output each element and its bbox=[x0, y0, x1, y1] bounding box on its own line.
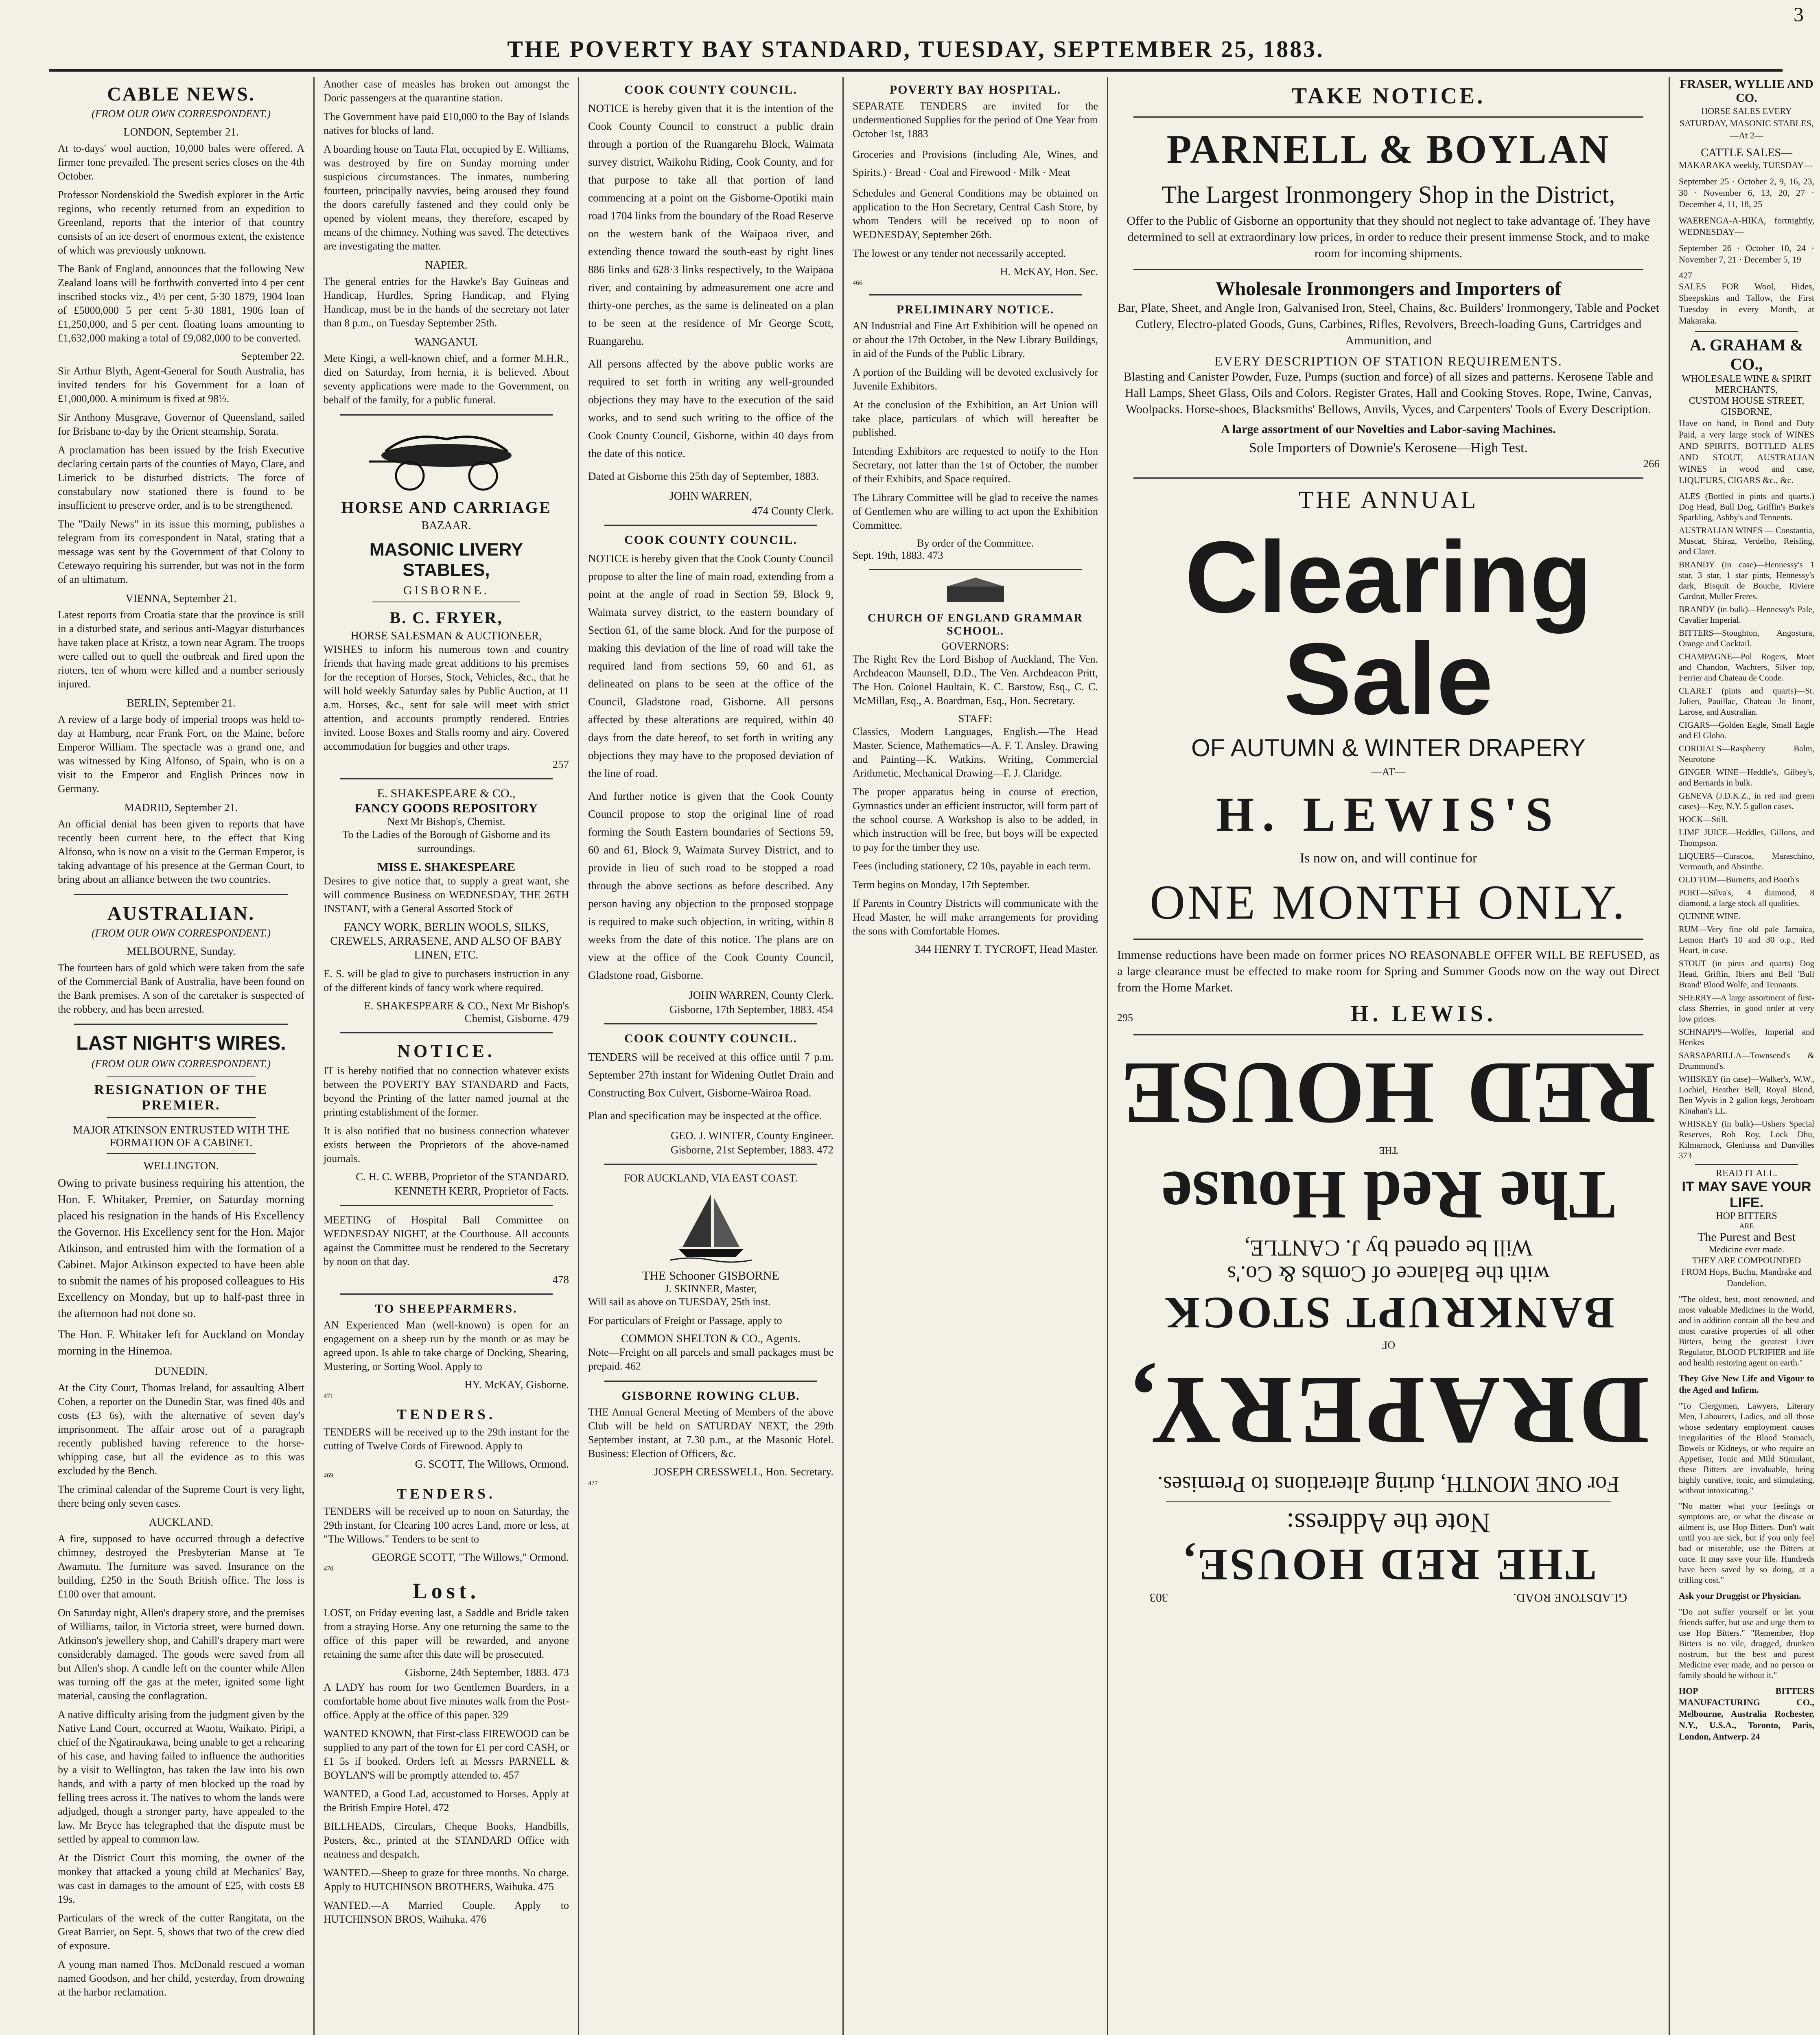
advertisement-text: Will sail as above on TUESDAY, 25th inst. bbox=[588, 1296, 771, 1308]
advertisement-text: "To Clergymen, Lawyers, Literary Men, Labourers, Ladies, and all those whose sedentary employment causes irregularities of the Blood Stomach, Bowels or Kidneys, or who require an Appetiser, Tonic and Mild Stimulant, these Bitters are invaluable, being highly curative, tonic, and stimulating, without intoxicating." bbox=[1679, 1401, 1814, 1495]
last-nights-wires-heading: LAST NIGHT'S WIRES. bbox=[76, 1033, 286, 1054]
wine-list-item: SCHNAPPS—Wolfes, Imperial and Henkes bbox=[1679, 1027, 1814, 1047]
signature: H. McKAY, Hon. Sec. bbox=[1000, 265, 1098, 278]
schooner-name: THE Schooner GISBORNE bbox=[642, 1269, 779, 1282]
atkinson-heading: MAJOR ATKINSON ENTRUSTED WITH THE FORMATION OF A CABINET. bbox=[73, 1124, 289, 1149]
advertisement-text: Immense reductions have been made on former prices NO REASONABLE OFFER WILL BE REFUSED, as a large clearance must be effected to make room for Spring and Summer Goods now on the way out Direct from the Home Market. bbox=[1117, 948, 1660, 994]
wholesale-heading: Wholesale Ironmongers and Importers of bbox=[1215, 278, 1562, 300]
autumn-winter-heading: OF AUTUMN & WINTER DRAPERY bbox=[1191, 734, 1586, 761]
article-paragraph: Sir Anthony Musgrave, Governor of Queensland, sailed for Brisbane to-day by the Orient steamship, Sorata. bbox=[58, 411, 304, 437]
cook-county-heading: COOK COUNTY COUNCIL. bbox=[624, 533, 797, 547]
notice-text: NOTICE is hereby given that it is the intention of the Cook County Council to construct a public drain through a portion of the Ruangarehu Block, Waimata survey district, Waikohu Riding, Cook County, and for that purpose to take all that portion of land commencing at a point on the Gisborne-Opotiki main road 1704 links from the boundary of the Road Reserve on the western bank of the Waipaoa river, and extending thence toward the south-east by right lines 886 links and 628·3 links respectively, to the Waipaoa river, and containing by admeasurement one acre and thirty-one perches, as the same is delineated on a plan to be seen at the residence of Mr George Scott, Ruangarehu. bbox=[588, 102, 833, 347]
article-paragraph: On Saturday night, Allen's drapery store, and the premises of Williams, tailor, in Victoria street, were burned down. Atkinson's jewellery shop, and Cahill's drapery mart were considerably damaged. The goods were saved from all but Allen's shop. A candle left on the counter while Allen was turning off the gas at the meter, ignited some light material, causing the conflagration. bbox=[58, 1607, 304, 1702]
signature: C. H. C. WEBB, Proprietor of the STANDARD. bbox=[356, 1171, 569, 1183]
column-5 bbox=[1107, 77, 1669, 2035]
notice-text: And further notice is given that the Cook County Council propose to stop the original line of road forming the South Eastern boundaries of Sections 59, 60 and 61, Block 9, Waimata Survey District, and to provide in lieu of such road to be stopped a road through the above sections as before described. Any person having any objection to the proposed stoppage is required to make such objection, in writing, within 8 weeks from the date of this notice. The plans are on view at the office of the Cook County Council, Gladstone road, Gisborne. bbox=[588, 790, 833, 981]
h-lewis-signature: H. LEWIS. bbox=[1350, 1001, 1497, 1026]
advertisement-text: Blasting and Canister Powder, Fuze, Pumps (suction and force) of all sizes and patterns. Kerosene Table and Hall Lamps, Sheet Glass, Oils and Colors. Register Grates, Hall and Cooking Stoves. Rope, Twine, Canvas, Woolpacks. Horse-shoes, Blacksmiths' Bellows, Anvils, Vyces, and Carpenters' Tools of Every Description. bbox=[1123, 370, 1654, 416]
notice-text: MEETING of Hospital Ball Committee on WEDNESDAY NIGHT, at the Courthouse. All accounts against the Committee must be rendered to the Secretary by noon on that day. bbox=[324, 1214, 569, 1267]
ad-number: 427 bbox=[1679, 270, 1692, 280]
wine-list-item: HOCK—Still. bbox=[1679, 814, 1728, 824]
advertisement-text: They Give New Life and Vigour to the Aged and Infirm. bbox=[1679, 1373, 1814, 1395]
article-paragraph: Particulars of the wreck of the cutter Rangitata, on the Great Barrier, on Sept. 5, shows that two of the crew died of exposure. bbox=[58, 1912, 304, 1952]
custom-house-label: CUSTOM HOUSE STREET, GISBORNE, bbox=[1689, 396, 1805, 417]
wine-list-item: LIQUERS—Curacoa, Maraschino, Vermouth, and Absinthe. bbox=[1679, 851, 1814, 871]
sheepfarmers-heading: TO SHEEPFARMERS. bbox=[375, 1302, 518, 1315]
graham-heading: A. GRAHAM & CO., bbox=[1690, 336, 1803, 373]
notice-text: AN Industrial and Fine Art Exhibition will be opened on or about the 17th October, in the New Library Buildings, in aid of the Funds of the Public Library. bbox=[853, 320, 1098, 359]
advertisement-text: E. S. will be glad to give to purchasers instruction in any of the different kinds of fancy work where required. bbox=[324, 968, 569, 993]
masonic-stables-heading: MASONIC LIVERY STABLES, bbox=[369, 540, 523, 580]
ad-number: 471 bbox=[324, 1393, 333, 1400]
article-paragraph: The "Daily News" in its issue this morning, publishes a telegram from its correspondent in Natal, stating that a message was sent by the Government of that Colony to Cetewayo requiring his surrender, but was not in the form of an ultimatum. bbox=[58, 518, 304, 585]
signature: GEO. J. WINTER, County Engineer. bbox=[671, 1129, 833, 1142]
advertisement-text: Bar, Plate, Sheet, and Angle Iron, Galvanised Iron, Steel, Chains, &c. Builders' Ironmongery, Table and Pocket Cutlery, Electro-plated Goods, Guns, Carbines, Rifles, Revolvers, Breech-loading Guns, Cartridges and Ammunition, and bbox=[1118, 301, 1659, 347]
notice-text: Intending Exhibitors are requested to notify to the Hon Secretary, not latter than the 1st of October, the number of their Exhibits, and Space required. bbox=[853, 445, 1098, 485]
shakespeare-heading: E. SHAKESPEARE & CO., bbox=[377, 787, 516, 800]
article-paragraph: The general entries for the Hawke's Bay Guineas and Handicap, Hurdles, Spring Handicap, and Flying Handicap, must be in the hands of the secretary not later than 8 p.m., on Tuesday September 25th. bbox=[324, 276, 569, 329]
divider bbox=[340, 414, 553, 416]
sale-dates: September 26 · October 10, 24 · November 7, 21 · December 5, 19 bbox=[1679, 243, 1814, 265]
grammar-school-heading: CHURCH OF ENGLAND GRAMMAR SCHOOL. bbox=[868, 612, 1083, 637]
dateline: Gisborne, 24th September, 1883. 473 bbox=[405, 1666, 569, 1678]
wanganui-dateline: WANGANUI. bbox=[414, 336, 478, 348]
address-text: Next Mr Bishop's, Chemist. bbox=[387, 816, 505, 827]
advertisement-text: HORSE SALES EVERY SATURDAY, MASONIC STABLES, —At 2— bbox=[1679, 106, 1814, 140]
advertisement-text: TENDERS will be received up to the 29th instant for the cutting of Twelve Cords of Firewood. Apply to bbox=[324, 1426, 569, 1452]
column-3 bbox=[578, 77, 842, 2035]
notice-text: It is also notified that no business connection whatever exists between the Proprietors of the above-named journals. bbox=[324, 1125, 569, 1164]
advertisement-text: Offer to the Public of Gisborne an opportunity that they should not neglect to take advantage of. They have determined to sell at extraordinary low prices, in order to reduce their present immense Stock, and to make room for incoming shipments. bbox=[1127, 214, 1650, 260]
article-paragraph: At to-days' wool auction, 10,000 bales were offered. A firmer tone prevailed. The present series closes on the 4th October. bbox=[58, 142, 304, 182]
article-paragraph: Mete Kingi, a well-known chief, and a former M.H.R., died on Saturday, from hernia, it is believed. About seventy applications were made to the Government, on behalf of the family, for a public funeral. bbox=[324, 352, 569, 406]
article-paragraph: A native difficulty arising from the judgment given by the Native Land Court, occurred at Waotu, Waikato. Piripi, a chief of the Ngatiraukawa, being unable to get a rehearing of his case, and having failed to influence the authorities by a visit to Wellington, has taken the law into his own hands, and with a party of men blocked up the road by felling trees across it. The natives to whom the lands were adjudged, though a stronger party, have appealed to the law. Mr Bryce has telegraphed that the dispute must be settled by appeal to common law. bbox=[58, 1709, 304, 1845]
advertisement-text: HOP BITTERS MANUFACTURING CO., Melbourne, Australia Rochester, N.Y., U.S.A., Toronto, Paris, London, Antwerp. 24 bbox=[1679, 1686, 1814, 1742]
divider bbox=[340, 1032, 553, 1033]
divider bbox=[107, 1076, 256, 1077]
notice-heading: NOTICE. bbox=[397, 1041, 495, 1061]
tenders-heading: TENDERS. bbox=[396, 1486, 496, 1502]
article-paragraph: At the City Court, Thomas Ireland, for assaulting Albert Cohen, a reporter on the Dunedin Star, was fined 40s and costs (£3 6s), with the alternative of seven day's imprisonment. The affair arose out of a paragraph recently published having reference to the horse-whipping case, but all the evidence as to this was excluded by the Bench. bbox=[58, 1382, 304, 1477]
signature: GEORGE SCOTT, "The Willows," Ormond. bbox=[372, 1551, 569, 1563]
advertisement-text: Note—Freight on all parcels and small packages must be prepaid. 462 bbox=[588, 1346, 833, 1372]
divider bbox=[604, 1381, 817, 1382]
notice-text: A portion of the Building will be devoted exclusively for Juvenile Exhibitors. bbox=[853, 366, 1098, 392]
notice-text: Fees (including stationery, £2 10s, payable in each term. bbox=[853, 860, 1091, 872]
ad-number: 266 bbox=[1643, 457, 1660, 470]
divider bbox=[869, 569, 1082, 570]
advertisement-text: LOST, on Friday evening last, a Saddle and Bridle taken from a straying Horse. Any one returning the same to the office of this paper will be rewarded, and anyone retaining the same after this date will be prosecuted. bbox=[324, 1607, 569, 1660]
red-word: RED bbox=[1467, 1044, 1656, 1143]
purest-best: The Purest and Best bbox=[1698, 1230, 1796, 1244]
divider bbox=[1133, 939, 1643, 940]
ad-number: 477 bbox=[588, 1480, 598, 1487]
article-paragraph: A young man named Thos. McDonald rescued a woman named Goodson, and her child, yesterday, from drowning at the harbor reclamation. bbox=[58, 1958, 304, 1998]
column-2 bbox=[313, 77, 578, 2035]
wine-list-item: QUININE WINE. bbox=[1679, 911, 1741, 921]
article-paragraph: Latest reports from Croatia state that the province is still in a disturbed state, and serious anti-Magyar disturbances have taken place at Kristz, a town near Agram. The troops were called out to quell the outbreak and fired upon the rioters, ten of whom were killed and a number seriously injured. bbox=[58, 609, 304, 690]
advertisement-text: Ask your Druggist or Physician. bbox=[1679, 1591, 1801, 1601]
station-requirements: EVERY DESCRIPTION OF STATION REQUIREMENTS. bbox=[1214, 354, 1562, 368]
one-month-alterations: For ONE MONTH, during alterations to Premises. bbox=[1157, 1472, 1620, 1497]
notice-text: TENDERS will be received at this office until 7 p.m. September 27th instant for Widening Outlet Drain and Constructing Box Culvert, Gisborne-Wairoa Road. bbox=[588, 1051, 833, 1099]
parnell-boylan-title: PARNELL & BOYLAN bbox=[1166, 127, 1610, 172]
wine-list-item: GINGER WINE—Heddle's, Gilbey's, and Bernards in bulk. bbox=[1679, 767, 1814, 788]
red-house-advertisement bbox=[1117, 1043, 1660, 1604]
advertisement-text: WANTED.—Sheep to graze for three months. No charge. Apply to HUTCHINSON BROTHERS, Waihuka. 475 bbox=[324, 1867, 569, 1893]
one-month-only-title: ONE MONTH ONLY. bbox=[1150, 875, 1627, 929]
notice-text: If Parents in Country Districts will communicate with the Head Master, he will make arrangements for providing the sons with Comfortable Homes. bbox=[853, 897, 1098, 937]
divider bbox=[604, 1023, 817, 1024]
notice-text: Classics, Modern Languages, English.—The Head Master. Science, Mathematics—A. F. T. Ansley. Drawing and Painting—K. Watkins. Writing, Commercial Arithmetic, Mechanical Drawing—F. J. Claridge. bbox=[853, 726, 1098, 779]
wine-list-item: ALES (Bottled in pints and quarts.) Dog Head, Bull Dog, Griffin's Burke's Sparkling, Ashby's and Tennents. bbox=[1679, 491, 1814, 522]
wine-list-item: AUSTRALIAN WINES — Constantia, Muscat, Shiraz, Verdelho, Reisling, and Claret. bbox=[1679, 525, 1814, 556]
advertisement-text: BILLHEADS, Circulars, Cheque Books, Handbills, Posters, &c., printed at the STANDARD Office with neatness and despatch. bbox=[324, 1821, 569, 1860]
article-paragraph: A fire, supposed to have occurred through a defective chimney, destroyed the Presbyterian Manse at Te Awamutu. The furniture was saved. Insurance on the building, £250 in the South British office. The loss is £100 over that amount. bbox=[58, 1533, 304, 1600]
notice-text: The Library Committee will be glad to receive the names of Gentlemen who are willing to act upon the Exhibition Committee. bbox=[853, 492, 1098, 531]
gladstone-road-label: GLADSTONE ROAD. bbox=[1513, 1591, 1627, 1604]
berlin-dateline: BERLIN, September 21. bbox=[127, 697, 236, 709]
column-1 bbox=[49, 77, 313, 2035]
divider bbox=[340, 1205, 553, 1206]
ad-number: 469 bbox=[324, 1472, 333, 1479]
note-address-label: Note the Address: bbox=[1286, 1507, 1491, 1538]
signature: E. SHAKESPEARE & CO., Next Mr Bishop's Chemist, Gisborne. 479 bbox=[364, 1000, 569, 1024]
napier-dateline: NAPIER. bbox=[425, 259, 468, 271]
clearing-sale-title: Clearing Sale bbox=[1185, 520, 1592, 735]
dateline: September 22. bbox=[241, 350, 304, 362]
now-on-line: Is now on, and will continue for bbox=[1299, 851, 1477, 866]
fraser-wyllie-heading: FRASER, WYLLIE AND CO. bbox=[1680, 77, 1813, 105]
advertisement-text: TENDERS will be received up to noon on Saturday, the 29th instant, for Clearing 100 acres Land, more or less, at "The Willows." Tenders to be sent to bbox=[324, 1505, 569, 1545]
cattle-sales-heading: CATTLE SALES— bbox=[1701, 147, 1792, 159]
fancy-goods-heading: FANCY GOODS REPOSITORY bbox=[354, 801, 538, 815]
article-paragraph: A proclamation has been issued by the Irish Executive declaring certain parts of the counties of Mayo, Clare, and Limerick to be disturbed districts. The force of constabulary now stationed there is found to be insufficient to preserve order, and is to be strengthened. bbox=[58, 444, 304, 511]
signature: HY. McKAY, Gisborne. bbox=[464, 1379, 569, 1391]
article-paragraph: Sir Arthur Blyth, Agent-General for South Australia, has invited tenders for his Government for a loan of £1,000,000. A minimum is fixed at 98½. bbox=[58, 365, 304, 405]
wine-list-item: SHERRY—A large assortment of first-class Sherries, in good order at very low prices. bbox=[1679, 993, 1814, 1024]
dateline: Gisborne, 17th September, 1883. 454 bbox=[669, 1003, 833, 1015]
carriage-illustration bbox=[361, 423, 532, 492]
divider bbox=[1695, 1164, 1798, 1165]
notice-text: The proper apparatus being in course of erection, Gymnastics under an efficient instructor, will form part of the school course. A Workshop is also to be added, in which instruction will be free, but boys will be expected to pay for the timber they use. bbox=[853, 786, 1098, 853]
hop-bitters-label: HOP BITTERS bbox=[1716, 1211, 1777, 1221]
opened-by-line: Will be opened by J. CANTLE, bbox=[1244, 1235, 1533, 1260]
article-paragraph: An official denial has been given to reports that have recently been current here, to the effect that King Alfonso, who is now on a visit to the German Emperor, is taking advantage of his presence at the German Court, to bring about an alliance between the two countries. bbox=[58, 818, 304, 885]
ad-number: 303 bbox=[1150, 1591, 1168, 1604]
wine-list-item: STOUT (in pints and quarts) Dog Head, Griffin, Ibiers and Bell 'Bull Brand' Blood Wolfe, and Tennants. bbox=[1679, 958, 1814, 989]
advertisement-text: SALES FOR Wool, Hides, Sheepskins and Tallow, the First Tuesday in every Month, at Makaraka. bbox=[1679, 281, 1814, 326]
article-paragraph: A review of a large body of imperial troops was held to-day at Hamburg, near Frank Fort, on the Maine, before Emperor William. The spectacle was a grand one, and was witnessed by King Alfonso, of Spain, who is on a visit to the Emperor and English Princes now in Germany. bbox=[58, 713, 304, 794]
advertisement-text: "The oldest, best, most renowned, and most valuable Medicines in the World, and in addition contain all the best and most curative properties of all other Bitters, being the greatest Liver Regulator, BLOOD PURIFIER and life and health restoring agent on earth." bbox=[1679, 1294, 1814, 1368]
article-paragraph: The criminal calendar of the Supreme Court is very light, there being only seven cases. bbox=[58, 1484, 304, 1509]
divider bbox=[340, 1293, 553, 1295]
divider bbox=[1166, 1501, 1611, 1502]
advertisement-text: For particulars of Freight or Passage, apply to bbox=[588, 1315, 782, 1326]
red-house-footer bbox=[1117, 1591, 1660, 1604]
advertisement-text: A LADY has room for two Gentlemen Boarders, in a comfortable home about five minutes walk from the Post-office. Apply at the office of this paper. 329 bbox=[324, 1681, 569, 1721]
article-paragraph: The Hon. F. Whitaker left for Auckland on Monday morning in the Hinemoa. bbox=[58, 1328, 304, 1357]
sale-dates: September 25 · October 2, 9, 16, 23, 30 · November 6, 13, 20, 27 · December 4, 11, 18, 25 bbox=[1679, 176, 1814, 209]
save-your-life-heading: IT MAY SAVE YOUR LIFE. bbox=[1682, 1179, 1811, 1210]
cook-county-heading: COOK COUNTY COUNCIL. bbox=[624, 83, 797, 96]
dunedin-dateline: DUNEDIN. bbox=[155, 1365, 208, 1377]
advertisement-text: AN Experienced Man (well-known) is open for an engagement on a sheep run by the month or as may be agreed upon. Is able to take charge of Docking, Shearing, Mustering, or Sorting Wool. Apply to bbox=[324, 1319, 569, 1372]
miss-shakespeare-heading: MISS E. SHAKESPEARE bbox=[377, 860, 516, 874]
hospital-heading: POVERTY BAY HOSPITAL. bbox=[889, 83, 1061, 96]
cook-county-heading: COOK COUNTY COUNCIL. bbox=[624, 1032, 797, 1045]
divider bbox=[1695, 331, 1798, 332]
advertisement-text: "No matter what your feelings or symptoms are, or what the disease or ailment is, use Hop Bitters. Don't wait until you are sick, but if you only feel bad or miserable, use the Bitters at once. It may save your life. Hundreds have been saved by so doing, at a trifling cost." bbox=[1679, 1501, 1814, 1585]
vienna-dateline: VIENNA, September 21. bbox=[125, 592, 237, 604]
wine-list-item: BRANDY (in case)—Hennessy's 1 star, 3 star, 1 star pints, Hennessy's dark, Bisquit de Bouche, Riviere Gardrat, Muller Freres. bbox=[1679, 560, 1814, 601]
cable-news-heading: CABLE NEWS. bbox=[107, 83, 255, 105]
notice-text: The Right Rev the Lord Bishop of Auckland, The Ven. Archdeacon Maunsell, D.D., The Ven. Archdeacon Pritt, The Hon. Colonel Haultain, K. C. Barstow, Esq., C. C. McMillan, Esq., A. Boardman, Esq., Hon. Secretary. bbox=[853, 653, 1098, 707]
agents-name: COMMON SHELTON & CO., Agents. bbox=[621, 1333, 801, 1345]
kerosene-line: Sole Importers of Downie's Kerosene—High Test. bbox=[1249, 440, 1528, 455]
wellington-dateline: WELLINGTON. bbox=[143, 1160, 219, 1172]
signature: JOHN WARREN, County Clerk. bbox=[689, 989, 833, 1001]
of-label: OF bbox=[1381, 1339, 1396, 1351]
advertisement-text: "Do not suffer yourself or let your friends suffer, but use and urge them to use Hop Bitters." "Remember, Hop Bitters is no vile, drugged, drunken nostrum, but the best and purest Medicine ever made, and no person or family should be without it." bbox=[1679, 1607, 1814, 1680]
wine-list-item: OLD TOM—Burnetts, and Booth's bbox=[1679, 875, 1799, 884]
wine-list-item: BRANDY (in bulk)—Hennessy's Pale, Cavalier Imperial. bbox=[1679, 604, 1814, 625]
resignation-heading: RESIGNATION OF THE PREMIER. bbox=[94, 1082, 268, 1113]
signature: 474 County Clerk. bbox=[752, 505, 833, 517]
advertisement-text: MAKARAKA weekly, TUESDAY— bbox=[1679, 160, 1813, 170]
notice-text: THE Annual General Meeting of Members of the above Club will be held on SATURDAY NEXT, the 29th September instant, at 7.30 p.m., at the Masonic Hotel. Business: Election of Officers, &c. bbox=[588, 1406, 833, 1460]
schooner-master: J. SKINNER, Master, bbox=[665, 1283, 757, 1295]
advertisement-text: Have on hand, in Bond and Duty Paid, a very large stock of WINES AND SPIRITS, BOTTLED ALES AND STOUT, AUSTRALIAN WINES in wood and case, LIQUEURS, CIGARS &c., &c. bbox=[1679, 418, 1814, 485]
article-paragraph: Another case of measles has broken out amongst the Doric passengers at the quarantine station. bbox=[324, 78, 569, 104]
divider bbox=[869, 294, 1082, 295]
article-paragraph: The Bank of England, announces that the following New Zealand loans will be forthwith converted into 4 per cent inscribed stocks viz., 4½ per cent, 5·30 1879, 1904 loan of £5000,000 5 per cent 5·30 1881, 1906 loan of £1,250,000, and 5 per cent. floating loans amounting to £1,632,000 making a total of £9,082,000 to be converted. bbox=[58, 263, 304, 344]
cable-news-subheading: (FROM OUR OWN CORRESPONDENT.) bbox=[91, 108, 271, 120]
auckland-voyage-heading: FOR AUCKLAND, VIA EAST COAST. bbox=[624, 1172, 798, 1184]
medicine-label: Medicine ever made. bbox=[1708, 1244, 1785, 1254]
bazaar-label: BAZAAR. bbox=[421, 519, 471, 532]
article-paragraph: The Government have paid £10,000 to the Bay of Islands natives for blocks of land. bbox=[324, 111, 569, 136]
wine-list-item: WHISKEY (in bulk)—Ushers Special Reserves, Rob Roy, Lock Dhu, Kilmarnock, Glenlussa and Dunvilles 373 bbox=[1679, 1119, 1814, 1160]
divider bbox=[107, 1153, 256, 1154]
novelties-line: A large assortment of our Novelties and Labor-saving Machines. bbox=[1221, 422, 1556, 436]
supplies-list: Groceries and Provisions (including Ale, Wines, and Spirits.) · Bread · Coal and Firewood · Milk · Meat bbox=[853, 149, 1098, 178]
article-paragraph: The fourteen bars of gold which were taken from the safe of the Commercial Bank of Australia, have been found on the Bank premises. A son of the caretaker is suspected of the robbery, and has been arrested. bbox=[58, 962, 304, 1015]
advertisement-text: FANCY WORK, BERLIN WOOLS, SILKS, CREWELS, ARRASENE, AND ALSO OF BABY LINEN, ETC. bbox=[330, 921, 562, 961]
divider bbox=[1133, 269, 1643, 270]
signature: JOSEPH CRESSWELL, Hon. Secretary. bbox=[654, 1466, 833, 1478]
advertisement-text: WAERENGA-A-HIKA, fortnightly, WEDNESDAY— bbox=[1679, 215, 1814, 237]
red-house-address: THE RED HOUSE, bbox=[1181, 1540, 1595, 1590]
ad-number: 466 bbox=[853, 280, 862, 287]
bankrupt-stock-title: BANKRUPT STOCK bbox=[1162, 1288, 1614, 1338]
divider bbox=[107, 1117, 256, 1118]
dateline: Sept. 19th, 1883. 473 bbox=[853, 549, 943, 561]
signature: JOHN WARREN, bbox=[669, 490, 752, 503]
signature: KENNETH KERR, Proprietor of Facts. bbox=[394, 1185, 569, 1197]
advertisement-text: Desires to give notice that, to supply a great want, she will commence Business on WEDNESDAY, THE 26TH INSTANT, with a General Assorted Stock of bbox=[324, 875, 569, 915]
wine-merchants-label: WHOLESALE WINE & SPIRIT MERCHANTS, bbox=[1682, 374, 1811, 395]
lewis-footer bbox=[1117, 1001, 1660, 1027]
masthead bbox=[49, 28, 1783, 72]
rowing-club-heading: GISBORNE ROWING CLUB. bbox=[621, 1389, 800, 1403]
wine-list-item: GENEVA (J.D.K.Z., in red and green cases)—Key, N.Y. 5 gallon cases. bbox=[1679, 791, 1814, 811]
notice-text: The lowest or any tender not necessarily accepted. bbox=[853, 247, 1066, 259]
notice-text: SEPARATE TENDERS are invited for the undermentioned Supplies for the period of One Year from October 1st, 1883 bbox=[853, 100, 1098, 140]
wires-subheading: (FROM OUR OWN CORRESPONDENT.) bbox=[91, 1058, 271, 1070]
column-6 bbox=[1669, 77, 1820, 2035]
wine-list-item: PORT—Silva's, 4 diamond, 8 diamond, a large stock all qualities. bbox=[1679, 888, 1814, 908]
divider bbox=[1133, 477, 1643, 479]
australian-heading: AUSTRALIAN. bbox=[107, 903, 255, 924]
advertisement-text: To the Ladies of the Borough of Gisborne and its surroundings. bbox=[342, 829, 550, 854]
annual-heading: THE ANNUAL bbox=[1298, 486, 1479, 513]
preliminary-notice-heading: PRELIMINARY NOTICE. bbox=[896, 303, 1054, 316]
divider bbox=[604, 1164, 817, 1165]
fryer-heading: B. C. FRYER, bbox=[389, 608, 503, 627]
read-it-all: READ IT ALL. bbox=[1716, 1168, 1777, 1179]
signature: 344 HENRY T. TYCROFT, Head Master. bbox=[915, 943, 1098, 955]
lost-heading: Lost. bbox=[412, 1579, 480, 1603]
h-lewis-title: H. LEWIS'S bbox=[1216, 787, 1561, 841]
red-house-row bbox=[1117, 1043, 1660, 1144]
notice-text: IT is hereby notified that no connection whatever exists between the POVERTY BAY STANDARD and Facts, beyond the Printing of the latter named journal at the printing establishment of the former. bbox=[324, 1065, 569, 1118]
notice-text: At the conclusion of the Exhibition, an Art Union will take place, particulars of which will hereafter be published. bbox=[853, 399, 1098, 438]
dateline: Gisborne, 21st September, 1883. 472 bbox=[670, 1144, 833, 1156]
red-house-script-title: The Red House bbox=[1162, 1157, 1615, 1234]
article-paragraph: Professor Nordenskiold the Swedish explorer in the Artic regions, who recently returned from an expedition to Greenland, reports that the interior of that country consists of an ice desert of enormous extent, the existence of which was previously unknown. bbox=[58, 189, 304, 256]
notice-text: Term begins on Monday, 17th September. bbox=[853, 879, 1030, 891]
article-paragraph: Owing to private business requiring his attention, the Hon. F. Whitaker, Premier, on Saturday morning placed his resignation in the hands of His Excellency the Governor. His Excellency sent for the Hon. Major Atkinson, and entrusted him with the formation of a Cabinet. Major Atkinson expected to have been able to submit the names of his proposed colleagues to His Excellency on Monday, but up to half-past three in the afternoon had not done so. bbox=[58, 1177, 304, 1320]
ad-number: 478 bbox=[552, 1274, 569, 1286]
london-dateline: LONDON, September 21. bbox=[123, 126, 239, 138]
divider bbox=[74, 1024, 288, 1025]
tenders-heading: TENDERS. bbox=[396, 1406, 496, 1422]
schooner-illustration bbox=[670, 1190, 752, 1263]
horse-carriage-heading: HORSE AND CARRIAGE bbox=[341, 498, 551, 516]
column-4 bbox=[842, 77, 1107, 2035]
advertisement-text: WANTED KNOWN, that First-class FIREWOOD can be supplied to any part of the town for £1 per cord CASH, or £1 5s if booked. Orders left at Messrs PARNELL & BOYLAN'S will be promptly attended to. 457 bbox=[324, 1728, 569, 1781]
advertisement-text: WANTED.—A Married Couple. Apply to HUTCHINSON BROS, Waihuka. 476 bbox=[324, 1899, 569, 1925]
fryer-subheading: HORSE SALESMAN & AUCTIONEER, bbox=[350, 630, 542, 642]
article-paragraph: A boarding house on Tauta Flat, occupied by E. Williams, was destroyed by fire on Sunday morning under suspicious circumstances. The inmates, numbering fourteen, principally navvies, being aroused they found the doors carefully fastened and they could only be opened by violent means, they therefore, escaped by means of the chimney. Nothing was saved. The detectives are investigating the matter. bbox=[324, 143, 569, 252]
ad-number: 257 bbox=[552, 758, 569, 770]
advertisement-text: WANTED, a Good Lad, accustomed to Horses. Apply at the British Empire Hotel. 472 bbox=[324, 1788, 569, 1814]
wine-list-item: CORDIALS—Raspberry Balm, Neurotone bbox=[1679, 744, 1814, 764]
melbourne-dateline: MELBOURNE, Sunday. bbox=[127, 945, 236, 957]
advertisement-text: WISHES to inform his numerous town and country friends that having made great additions to his premises for the reception of Horses, Stock, Vehicles, &c., that he will hold weekly Saturday sales by Public Auction, at 11 a.m. Horses, &c., sent for sale will meet with strict attention, and accounts promptly rendered. Entries invited. Loose Boxes and Stalls roomy and airy. Covered accommodation for buggies and other traps. bbox=[324, 643, 569, 752]
notice-text: Dated at Gisborne this 25th day of September, 1883. bbox=[588, 470, 819, 482]
gisborne-label: GISBORNE. bbox=[403, 584, 490, 597]
the-label: THE bbox=[1379, 1145, 1398, 1155]
auckland-dateline: AUCKLAND. bbox=[149, 1516, 214, 1528]
notice-text: Plan and specification may be inspected at the office. bbox=[588, 1109, 822, 1122]
ad-number: 470 bbox=[324, 1565, 333, 1572]
divider bbox=[74, 894, 288, 895]
staff-label: STAFF: bbox=[958, 713, 993, 724]
ad-number: 295 bbox=[1117, 1012, 1133, 1024]
page-number: 3 bbox=[1794, 3, 1804, 26]
take-notice-heading: TAKE NOTICE. bbox=[1291, 83, 1485, 109]
signature: By order of the Committee. bbox=[917, 537, 1034, 549]
madrid-dateline: MADRID, September 21. bbox=[124, 801, 238, 814]
australian-subheading: (FROM OUR OWN CORRESPONDENT.) bbox=[91, 927, 271, 939]
at-label: —AT— bbox=[1371, 766, 1406, 778]
divider bbox=[340, 778, 553, 779]
notice-text: Schedules and General Conditions may be obtained on application to the Hon Secretary, Central Cash Store, by whom Tenders will be received up to noon of WEDNESDAY, September 26th. bbox=[853, 187, 1098, 241]
divider bbox=[1133, 1034, 1643, 1035]
article-paragraph: At the District Court this morning, the owner of the monkey that attacked a young child at Mechanics' Bay, was cast in damages to the amount of £25, with costs £8 19s. bbox=[58, 1852, 304, 1905]
school-crest-illustration bbox=[943, 578, 1008, 606]
notice-text: All persons affected by the above public works are required to set forth in writing any well-grounded objections they may have to the execution of the said works, and to send such writing to the office of the Cook County Council, Gisborne, within 40 days from the date of this notice. bbox=[588, 358, 833, 460]
wine-list-item: BITTERS—Stoughton, Angostura, Orange and Cocktail. bbox=[1679, 628, 1814, 648]
wine-list-item: CHAMPAGNE—Pol Rogers, Moet and Chandon, Wachters, Silver top, Ferrier and Chateau de Conde. bbox=[1679, 652, 1814, 683]
advertisement-text: THEY ARE COMPOUNDED FROM Hops, Buchu, Mandrake and Dandelion. bbox=[1681, 1255, 1812, 1288]
divider bbox=[1133, 116, 1643, 118]
ironmongery-subtitle: The Largest Ironmongery Shop in the District, bbox=[1162, 181, 1615, 208]
wine-list-item: LIME JUICE—Heddles, Gillons, and Thompson. bbox=[1679, 827, 1814, 848]
wine-list-item: SARSAPARILLA—Townsend's & Drummond's. bbox=[1679, 1050, 1814, 1071]
balance-line: with the Balance of Combs & Co.'s bbox=[1227, 1261, 1550, 1287]
wine-list-item: RUM—Very fine old pale Jamaica, Lemon Hart's 10 and 30 o.p., Red Heart, in case. bbox=[1679, 924, 1814, 955]
divider bbox=[604, 525, 817, 526]
governors-label: GOVERNORS: bbox=[941, 640, 1009, 652]
house-word: HOUSE bbox=[1121, 1044, 1435, 1143]
wine-list bbox=[1679, 491, 1814, 1161]
wine-list-item: CIGARS—Golden Eagle, Small Eagle and El Globo. bbox=[1679, 720, 1814, 740]
newspaper-title: THE POVERTY BAY STANDARD, TUESDAY, SEPTEMBER 25, 1883. bbox=[507, 35, 1324, 62]
drapery-title: DRAPERY, bbox=[1127, 1357, 1649, 1465]
wine-list-item: WHISKEY (in case)—Walker's, W.W., Lochiel, Heather Bell, Royal Blend, Ben Wyvis in 2 gallon kegs, Jeroboam Kinahan's LL. bbox=[1679, 1074, 1814, 1116]
are-label: ARE bbox=[1739, 1222, 1754, 1230]
wine-list-item: CLARET (pints and quarts)—St. Julien, Pauillac, Chateau Jo linont, Larose, and Australian. bbox=[1679, 686, 1814, 717]
notice-text: NOTICE is hereby given that the Cook County Council propose to alter the line of main road, extending from a point at the angle of road in Section 59, Block 9, Waimata survey district, to the eastern boundary of Section 61, of the same block. And for the purpose of making this deviation of the line of road will take the required land from sections 59, 60 and 61, as delineated on plans to be seen at the office of the Council, Gladstone road, Gisborne. All persons affected by these alterations are required, within 40 days from the date hereof, to set forth in writing any objections they may have to the proposed deviation of the line of road. bbox=[588, 552, 833, 779]
signature: G. SCOTT, The Willows, Ormond. bbox=[415, 1458, 569, 1470]
